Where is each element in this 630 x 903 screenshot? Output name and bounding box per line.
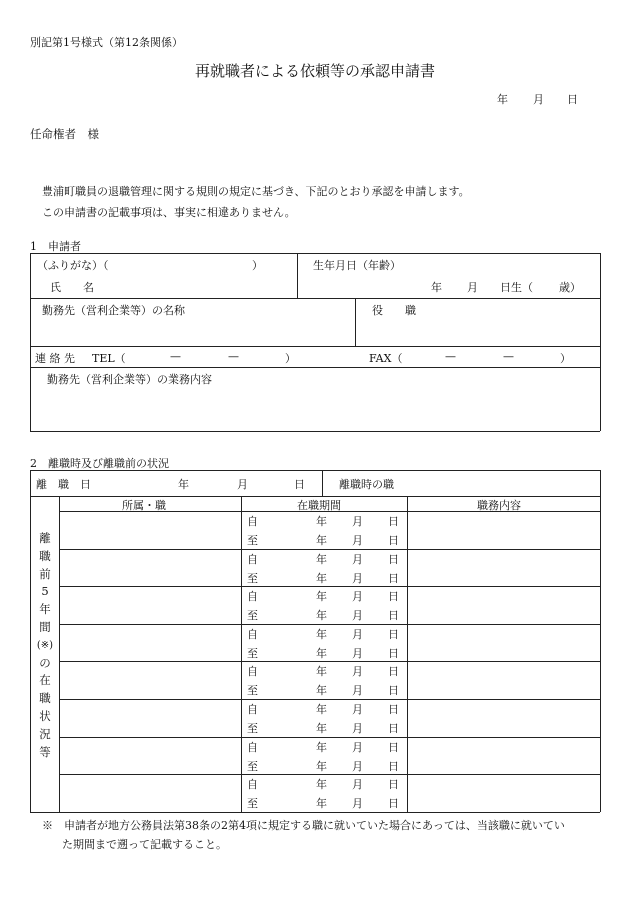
period-to-day-unit: 日 xyxy=(388,534,399,547)
table-line xyxy=(30,812,600,813)
period-from-label: 自 xyxy=(247,515,258,528)
period-from-label: 自 xyxy=(247,665,258,678)
period-to-month-unit: 月 xyxy=(352,722,363,735)
tel-close: ） xyxy=(285,352,296,365)
name-label: 氏 名 xyxy=(50,281,94,294)
birth-label: 生年月日（年齢） xyxy=(313,259,401,272)
table-line xyxy=(600,470,601,812)
period-to-year-unit: 年 xyxy=(316,534,327,547)
period-from-year-unit: 年 xyxy=(316,665,327,678)
period-to-label: 至 xyxy=(247,684,258,697)
period-to-label: 至 xyxy=(247,609,258,622)
vertical-label-char: の xyxy=(39,655,51,670)
date-year-unit: 年 xyxy=(497,93,508,106)
period-from-year-unit: 年 xyxy=(316,553,327,566)
period-to-day-unit: 日 xyxy=(388,647,399,660)
table-line xyxy=(30,253,600,254)
date-day-unit: 日 xyxy=(567,93,578,106)
position-label: 役 職 xyxy=(372,304,416,317)
period-from-label: 自 xyxy=(247,628,258,641)
fax-dash-1: — xyxy=(445,350,456,363)
table-line xyxy=(241,496,242,812)
column-period: 在職期間 xyxy=(297,499,341,512)
table-line xyxy=(407,496,408,812)
retire-date-label: 離 職 日 xyxy=(36,478,91,491)
period-to-label: 至 xyxy=(247,797,258,810)
tel-dash-1: — xyxy=(170,350,181,363)
period-from-year-unit: 年 xyxy=(316,515,327,528)
note-line-1: ※ 申請者が地方公務員法第38条の2第4項に規定する職に就いていた場合にあっては、当該職に就いてい xyxy=(42,819,565,832)
period-from-month-unit: 月 xyxy=(352,703,363,716)
vertical-label-char: 間 xyxy=(39,619,51,634)
employer-label: 勤務先（営利企業等）の名称 xyxy=(42,304,185,317)
period-from-month-unit: 月 xyxy=(352,590,363,603)
period-from-day-unit: 日 xyxy=(388,628,399,641)
period-to-day-unit: 日 xyxy=(388,572,399,585)
period-to-year-unit: 年 xyxy=(316,572,327,585)
vertical-label-char: 5 xyxy=(41,584,49,599)
period-from-month-unit: 月 xyxy=(352,515,363,528)
furigana-label: （ふりがな）（ xyxy=(37,259,109,272)
period-from-month-unit: 月 xyxy=(352,553,363,566)
body-line-1: 豊浦町職員の退職管理に関する規則の規定に基づき、下記のとおり承認を申請します。 xyxy=(42,185,470,198)
section2-heading: 2 離職時及び離職前の状況 xyxy=(30,457,169,470)
period-from-year-unit: 年 xyxy=(316,778,327,791)
period-from-label: 自 xyxy=(247,590,258,603)
table-line xyxy=(355,298,356,346)
note-line-2: た期間まで遡って記載すること。 xyxy=(62,838,227,851)
period-to-day-unit: 日 xyxy=(388,684,399,697)
period-from-month-unit: 月 xyxy=(352,628,363,641)
period-from-day-unit: 日 xyxy=(388,703,399,716)
period-to-day-unit: 日 xyxy=(388,722,399,735)
period-from-label: 自 xyxy=(247,703,258,716)
period-to-year-unit: 年 xyxy=(316,609,327,622)
row-divider xyxy=(59,737,600,738)
period-to-label: 至 xyxy=(247,647,258,660)
period-to-year-unit: 年 xyxy=(316,684,327,697)
table-line xyxy=(30,367,600,368)
row-divider xyxy=(59,774,600,775)
retire-day-unit: 日 xyxy=(294,478,305,491)
period-to-year-unit: 年 xyxy=(316,797,327,810)
vertical-label-char: (※) xyxy=(36,639,54,651)
period-from-month-unit: 月 xyxy=(352,778,363,791)
birth-year-unit: 年 xyxy=(431,281,442,294)
row-divider xyxy=(59,661,600,662)
period-to-month-unit: 月 xyxy=(352,609,363,622)
fax-label: FAX（ xyxy=(369,352,403,365)
column-duties: 職務内容 xyxy=(477,499,521,512)
vertical-side-label xyxy=(31,530,59,761)
period-to-day-unit: 日 xyxy=(388,760,399,773)
vertical-label-char: 離 xyxy=(39,531,51,545)
period-to-label: 至 xyxy=(247,760,258,773)
contact-label: 連 絡 先 xyxy=(35,352,75,365)
period-from-label: 自 xyxy=(247,741,258,754)
tel-label: TEL（ xyxy=(92,352,126,365)
retire-position-label: 離職時の職 xyxy=(339,478,394,491)
table-line xyxy=(30,253,31,431)
table-line xyxy=(30,470,600,471)
row-divider xyxy=(59,699,600,700)
period-to-month-unit: 月 xyxy=(352,572,363,585)
fax-dash-2: — xyxy=(503,350,514,363)
period-to-year-unit: 年 xyxy=(316,760,327,773)
table-line xyxy=(322,470,323,496)
period-to-month-unit: 月 xyxy=(352,684,363,697)
date-month-unit: 月 xyxy=(533,93,544,106)
birth-age-unit: 歳） xyxy=(559,281,581,294)
business-label: 勤務先（営利企業等）の業務内容 xyxy=(47,373,212,386)
form-reference: 別記第1号様式（第12条関係） xyxy=(30,36,183,49)
vertical-label-char: 職 xyxy=(39,691,51,706)
row-divider xyxy=(59,624,600,625)
period-from-day-unit: 日 xyxy=(388,741,399,754)
period-from-year-unit: 年 xyxy=(316,590,327,603)
fax-close: ） xyxy=(560,352,571,365)
birth-day-unit: 日生（ xyxy=(500,281,533,294)
section1-heading: 1 申請者 xyxy=(30,240,81,253)
table-line xyxy=(30,346,600,347)
birth-month-unit: 月 xyxy=(467,281,478,294)
recipient: 任命権者 様 xyxy=(30,127,99,141)
period-from-month-unit: 月 xyxy=(352,741,363,754)
vertical-label-char: 前 xyxy=(39,566,51,581)
retire-year-unit: 年 xyxy=(178,478,189,491)
period-from-day-unit: 日 xyxy=(388,515,399,528)
period-to-year-unit: 年 xyxy=(316,647,327,660)
period-from-label: 自 xyxy=(247,778,258,791)
vertical-label-char: 況 xyxy=(39,726,51,741)
row-divider xyxy=(59,549,600,550)
period-from-month-unit: 月 xyxy=(352,665,363,678)
document-title: 再就職者による依頼等の承認申請書 xyxy=(194,62,435,80)
period-to-month-unit: 月 xyxy=(352,760,363,773)
furigana-close: ） xyxy=(252,259,263,272)
table-line xyxy=(30,298,600,299)
application-date xyxy=(497,91,578,107)
vertical-label-char: 職 xyxy=(39,548,51,563)
period-from-day-unit: 日 xyxy=(388,778,399,791)
period-from-day-unit: 日 xyxy=(388,665,399,678)
row-divider xyxy=(59,586,600,587)
period-to-label: 至 xyxy=(247,572,258,585)
vertical-label-char: 等 xyxy=(39,744,51,759)
tel-dash-2: — xyxy=(228,350,239,363)
vertical-label-char: 在 xyxy=(39,673,51,688)
table-line xyxy=(59,496,60,812)
period-from-year-unit: 年 xyxy=(316,703,327,716)
retire-month-unit: 月 xyxy=(237,478,248,491)
period-from-year-unit: 年 xyxy=(316,741,327,754)
table-line xyxy=(297,253,298,298)
period-from-day-unit: 日 xyxy=(388,553,399,566)
period-from-year-unit: 年 xyxy=(316,628,327,641)
period-to-day-unit: 日 xyxy=(388,609,399,622)
period-to-year-unit: 年 xyxy=(316,722,327,735)
vertical-label-char: 状 xyxy=(39,708,51,723)
period-to-month-unit: 月 xyxy=(352,797,363,810)
table-line xyxy=(30,431,600,432)
period-to-month-unit: 月 xyxy=(352,534,363,547)
period-to-day-unit: 日 xyxy=(388,797,399,810)
body-line-2: この申請書の記載事項は、事実に相違ありません。 xyxy=(42,206,296,219)
period-to-label: 至 xyxy=(247,534,258,547)
period-to-month-unit: 月 xyxy=(352,647,363,660)
period-to-label: 至 xyxy=(247,722,258,735)
table-line xyxy=(600,253,601,431)
vertical-label-char: 年 xyxy=(39,602,51,617)
column-affiliation: 所属・職 xyxy=(122,499,166,512)
period-from-day-unit: 日 xyxy=(388,590,399,603)
period-from-label: 自 xyxy=(247,553,258,566)
